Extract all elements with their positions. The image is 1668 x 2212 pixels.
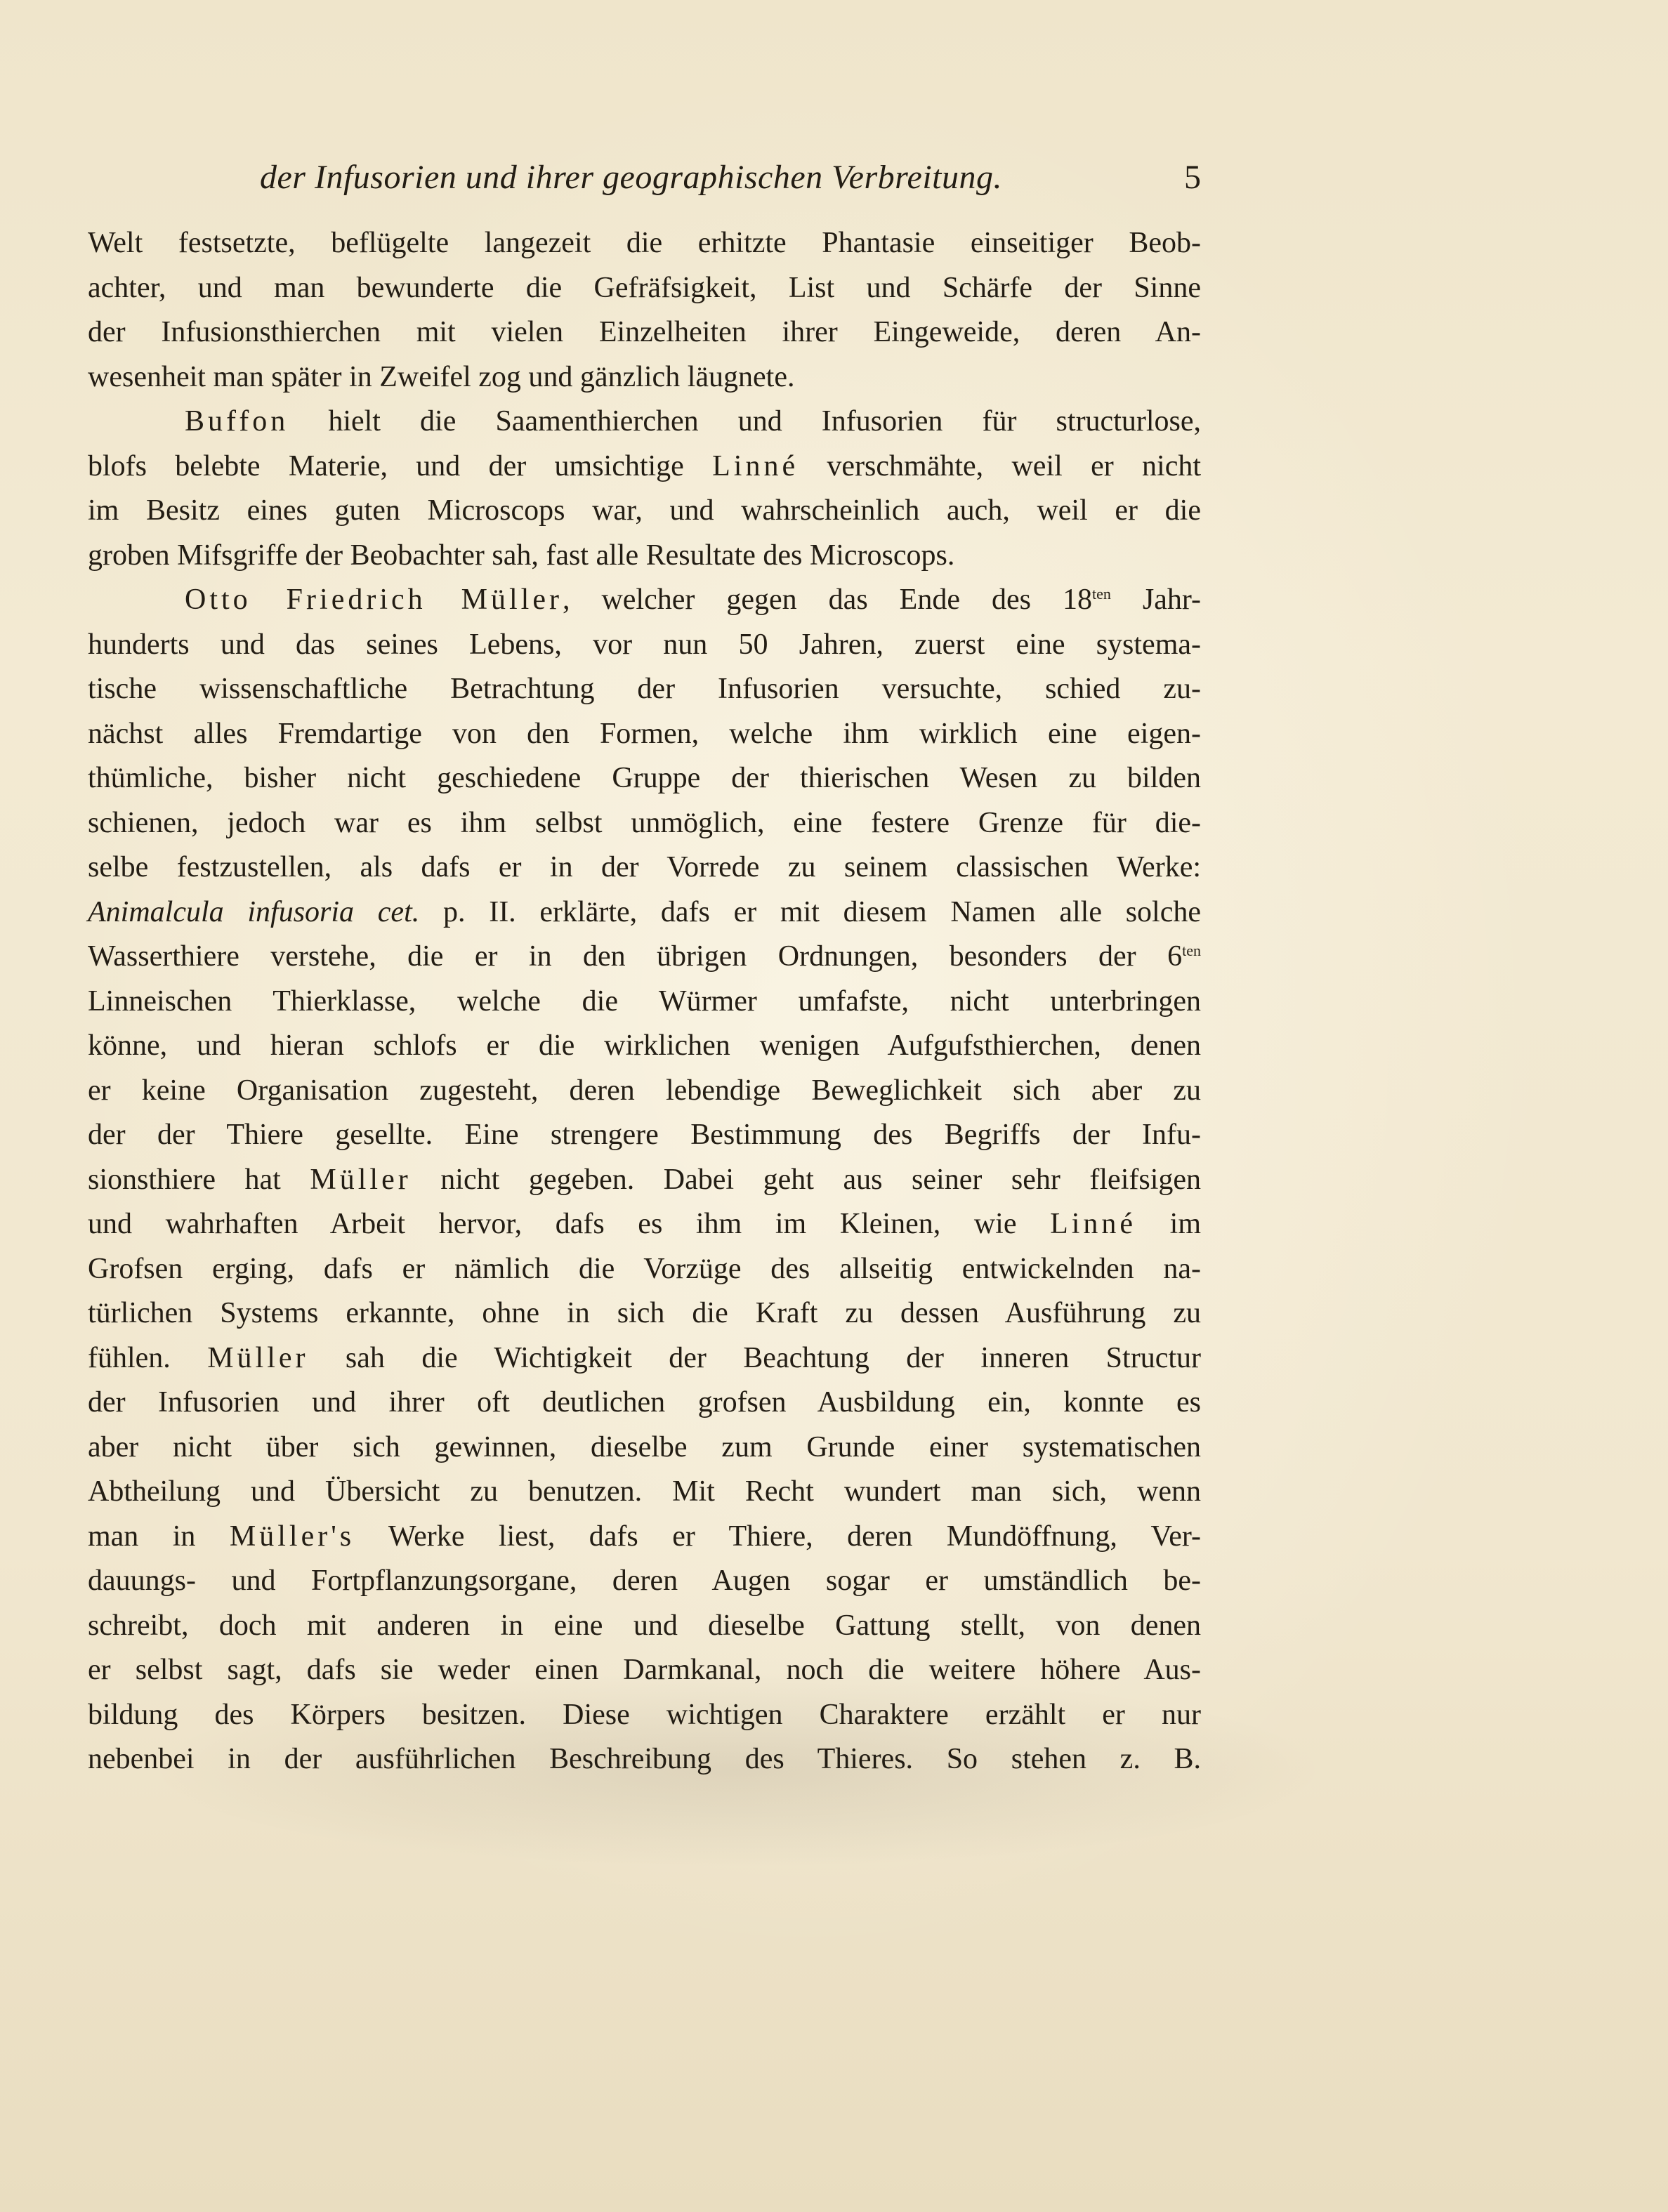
text-line: Abtheilung und Übersicht zu benutzen. Mit Recht wundert man sich, wenn	[88, 1475, 1201, 1508]
superscript: ten	[1091, 585, 1111, 603]
text-line: selbe festzustellen, als dafs er in der Vorrede zu seinem classischen Werke:	[88, 851, 1201, 883]
text-line: der der Thiere gesellte. Eine strengere Bestimmung des Begriffs der Infu-	[88, 1119, 1201, 1151]
text-fragment: sionsthiere hat	[88, 1163, 281, 1196]
superscript: ten	[1182, 942, 1201, 959]
text-line	[88, 400, 1201, 445]
text-line: der Infusorien und ihrer oft deutlichen grofsen Ausbildung ein, konnte es	[88, 1386, 1201, 1418]
text-line: wesenheit man später in Zweifel zog und gänzlich läugnete.	[88, 360, 795, 393]
text-line: im Besitz eines guten Microscops war, und wahrscheinlich auch, weil er die	[88, 494, 1201, 527]
text-line: dauungs- und Fortpflanzungsorgane, deren Augen sogar er umständlich be-	[88, 1565, 1201, 1597]
text-line: könne, und hieran schlofs er die wirklichen wenigen Aufgufsthierchen, denen	[88, 1029, 1201, 1062]
text-line: bildung des Körpers besitzen. Diese wichtigen Charaktere erzählt er nur	[88, 1698, 1201, 1731]
person-name: Linné	[1050, 1208, 1137, 1240]
text-line: er selbst sagt, dafs sie weder einen Darmkanal, noch die weitere höhere Aus-	[88, 1654, 1201, 1686]
text-line: nebenbei in der ausführlichen Beschreibung des Thieres. So stehen z. B.	[88, 1743, 1201, 1775]
text-line	[88, 1336, 1201, 1381]
person-name: Otto Friedrich Müller	[185, 584, 563, 616]
book-title: Animalcula infusoria cet.	[88, 895, 420, 928]
text-fragment: sah die Wichtigkeit der Beachtung der inneren Structur	[345, 1341, 1201, 1374]
text-line	[88, 578, 1201, 623]
text-fragment: nicht gegeben. Dabei geht aus seiner sehr fleifsigen	[440, 1163, 1202, 1196]
person-name: Müller's	[229, 1520, 355, 1553]
person-name: Müller	[310, 1163, 412, 1196]
text-line: nächst alles Fremdartige von den Formen, welche ihm wirklich eine eigen-	[88, 717, 1201, 750]
text-fragment: Wasserthiere verstehe, die er in den übrigen Ordnungen, besonders der 6	[88, 940, 1183, 973]
text-fragment: blofs belebte Materie, und der umsichtige	[88, 449, 684, 482]
body-text	[88, 221, 1201, 1782]
running-title: der Infusorien und ihrer geographischen Verbreitung.	[260, 159, 1002, 196]
person-name: Linné	[712, 449, 799, 482]
text-fragment: man in	[88, 1520, 196, 1553]
text-line: Grofsen erging, dafs er nämlich die Vorzüge des allseitig entwickelnden na-	[88, 1252, 1201, 1285]
text-fragment: und wahrhaften Arbeit hervor, dafs es ihm im Kleinen, wie	[88, 1208, 1017, 1240]
person-name: Müller	[207, 1341, 309, 1374]
text-fragment: p. II. erklärte, dafs er mit diesem Namen alle solche	[442, 895, 1202, 928]
text-line: türlichen Systems erkannte, ohne in sich die Kraft zu dessen Ausführung zu	[88, 1297, 1201, 1329]
text-fragment: hielt die Saamenthierchen und Infusorien für structurlose,	[328, 405, 1202, 437]
text-line: achter, und man bewunderte die Gefräfsigkeit, List und Schärfe der Sinne	[88, 271, 1201, 304]
text-fragment: , welcher gegen das Ende des 18	[562, 584, 1092, 616]
text-line	[88, 1202, 1201, 1247]
text-fragment: Jahr-	[1142, 584, 1202, 616]
text-fragment: Werke liest, dafs er Thiere, deren Mundöffnung, Ver-	[388, 1520, 1201, 1553]
text-line: tische wissenschaftliche Betrachtung der Infusorien versuchte, schied zu-	[88, 673, 1201, 705]
text-line: schienen, jedoch war es ihm selbst unmöglich, eine festere Grenze für die-	[88, 806, 1201, 839]
text-line: Linneischen Thierklasse, welche die Würmer umfafste, nicht unterbringen	[88, 985, 1201, 1018]
text-line: hunderts und das seines Lebens, vor nun 50 Jahren, zuerst eine systema-	[88, 628, 1201, 661]
text-fragment: im	[1169, 1208, 1202, 1240]
person-name: Buffon	[185, 405, 289, 437]
text-line: Welt festsetzte, beflügelte langezeit die erhitzte Phantasie einseitiger Beob-	[88, 227, 1201, 259]
text-line	[88, 1515, 1201, 1560]
text-line: thümliche, bisher nicht geschiedene Gruppe der thierischen Wesen zu bilden	[88, 762, 1201, 794]
text-line: der Infusionsthierchen mit vielen Einzelheiten ihrer Eingeweide, deren An-	[88, 316, 1201, 348]
page-number: 5	[1184, 159, 1201, 196]
text-line	[88, 890, 1201, 935]
text-line	[88, 445, 1201, 489]
text-line: aber nicht über sich gewinnen, dieselbe zum Grunde einer systematischen	[88, 1430, 1201, 1463]
text-fragment: verschmähte, weil er nicht	[827, 449, 1201, 482]
text-line	[88, 935, 1201, 980]
text-line: er keine Organisation zugesteht, deren lebendige Beweglichkeit sich aber zu	[88, 1074, 1201, 1107]
text-line: groben Mifsgriffe der Beobachter sah, fast alle Resultate des Microscops.	[88, 539, 955, 572]
text-line: schreibt, doch mit anderen in eine und dieselbe Gattung stellt, von denen	[88, 1609, 1201, 1642]
text-line	[88, 1158, 1201, 1203]
running-head	[88, 153, 1201, 202]
text-fragment: fühlen.	[88, 1341, 171, 1374]
